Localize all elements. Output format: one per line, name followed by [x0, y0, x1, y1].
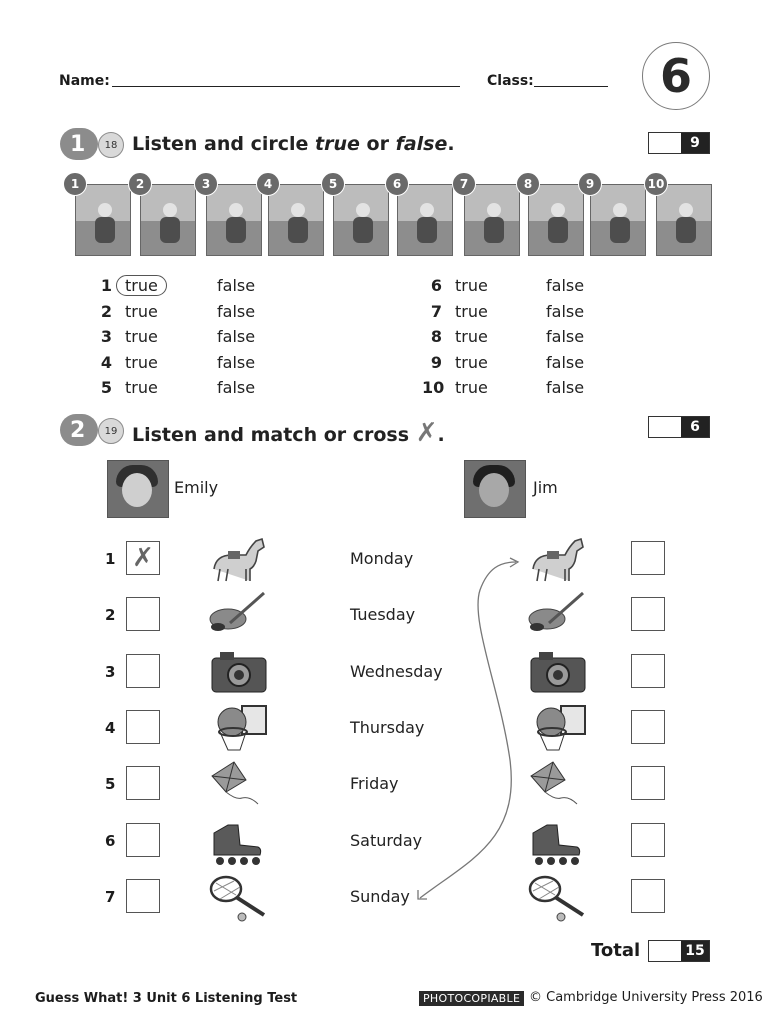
activity1-instruction: Listen and circle true or false. — [132, 133, 455, 155]
emily-photo — [107, 460, 169, 518]
false-option[interactable]: false — [217, 327, 256, 346]
false-option[interactable]: false — [217, 378, 256, 397]
true-option[interactable]: true — [125, 378, 158, 397]
activity2-score: 6 — [681, 417, 709, 437]
emily-answer-box[interactable] — [126, 823, 160, 857]
activity2-instruction: Listen and match or cross ✗. — [132, 418, 445, 448]
cross-icon: ✗ — [415, 418, 438, 448]
emily-answer-box[interactable] — [126, 879, 160, 913]
picture-4 — [268, 184, 324, 256]
true-option[interactable]: true — [125, 352, 158, 372]
activity2-score-box[interactable] — [648, 416, 710, 438]
false-option[interactable]: false — [546, 352, 585, 372]
true-option[interactable]: true — [116, 275, 167, 296]
activity2-track-icon: 19 — [98, 418, 124, 444]
picture-number: 4 — [256, 172, 280, 196]
picture-3 — [206, 184, 262, 256]
cross-icon: ✗ — [132, 543, 154, 573]
picture-number: 9 — [578, 172, 602, 196]
false-option[interactable]: false — [217, 276, 256, 295]
activity1-number: 1 — [60, 128, 98, 160]
jim-answer-box[interactable] — [631, 541, 665, 575]
activity2-number: 2 — [60, 414, 98, 446]
jim-answer-box[interactable] — [631, 879, 665, 913]
tf-item-number: 1 — [100, 276, 112, 295]
picture-number: 5 — [321, 172, 345, 196]
true-option[interactable]: true — [455, 352, 488, 372]
tennis-racket-icon — [206, 871, 270, 923]
day-label: Saturday — [350, 830, 423, 850]
picture-2 — [140, 184, 196, 256]
true-option[interactable]: true — [455, 327, 488, 346]
false-option[interactable]: false — [217, 301, 256, 321]
camera-icon — [206, 646, 270, 698]
picture-number: 8 — [516, 172, 540, 196]
tf-item-number: 6 — [430, 276, 442, 295]
picture-number: 1 — [63, 172, 87, 196]
picture-number: 10 — [644, 172, 668, 196]
row-number: 5 — [105, 775, 116, 794]
tf-item-number: 10 — [422, 378, 445, 397]
activity1-track-icon: 18 — [98, 132, 124, 158]
jim-name: Jim — [533, 478, 558, 497]
day-label: Thursday — [350, 717, 425, 737]
emily-answer-box[interactable] — [126, 541, 160, 575]
tennis-racket-icon — [525, 871, 589, 923]
activity1-score: 9 — [681, 133, 709, 153]
tf-item-number: 8 — [430, 327, 442, 346]
total-label: Total — [591, 940, 641, 961]
copyright: © Cambridge University Press 2016 — [529, 990, 763, 1005]
jim-answer-box[interactable] — [631, 654, 665, 688]
horse-icon — [525, 533, 589, 585]
day-label: Friday — [350, 774, 399, 794]
tf-item-number: 5 — [100, 378, 112, 397]
horse-icon — [206, 533, 270, 585]
row-number: 6 — [105, 831, 116, 850]
picture-8 — [528, 184, 584, 256]
emily-answer-box[interactable] — [126, 597, 160, 631]
name-line[interactable] — [112, 86, 460, 87]
picture-number: 2 — [128, 172, 152, 196]
tf-item-number: 4 — [100, 352, 112, 372]
row-number: 2 — [105, 606, 116, 625]
tf-item-number: 9 — [430, 352, 442, 372]
name-label: Name: — [59, 73, 110, 89]
emily-name: Emily — [174, 478, 219, 497]
row-number: 7 — [105, 887, 116, 906]
emily-answer-box[interactable] — [126, 710, 160, 744]
row-number: 3 — [105, 662, 116, 681]
tf-item-number: 3 — [100, 327, 112, 346]
total-score-box[interactable] — [648, 940, 710, 962]
tf-item-number: 7 — [430, 301, 442, 321]
picture-1 — [75, 184, 131, 256]
false-option[interactable]: false — [546, 378, 585, 397]
picture-5 — [333, 184, 389, 256]
tf-item-number: 2 — [100, 301, 112, 321]
hockey-stick-icon — [525, 589, 589, 641]
day-label: Wednesday — [350, 661, 443, 681]
picture-number: 3 — [194, 172, 218, 196]
camera-icon — [525, 646, 589, 698]
class-line[interactable] — [534, 86, 608, 87]
hockey-stick-icon — [206, 589, 270, 641]
row-number: 4 — [105, 718, 116, 737]
true-option[interactable]: true — [125, 301, 158, 321]
picture-number: 7 — [452, 172, 476, 196]
picture-number: 6 — [385, 172, 409, 196]
day-label: Sunday — [350, 886, 410, 906]
roller-skates-icon — [525, 815, 589, 867]
true-option[interactable]: true — [455, 378, 488, 397]
jim-photo — [464, 460, 526, 518]
jim-answer-box[interactable] — [631, 597, 665, 631]
true-option[interactable]: true — [455, 276, 488, 295]
activity1-score-box[interactable] — [648, 132, 710, 154]
true-option[interactable]: true — [455, 301, 488, 321]
true-option[interactable]: true — [125, 327, 158, 346]
unit-number-badge: 6 — [642, 42, 710, 110]
picture-7 — [464, 184, 520, 256]
kite-icon — [206, 758, 270, 810]
day-label: Tuesday — [350, 605, 416, 625]
day-label: Monday — [350, 549, 414, 568]
false-option[interactable]: false — [546, 276, 585, 295]
row-number: 1 — [105, 550, 116, 568]
roller-skates-icon — [206, 815, 270, 867]
footer-title: Guess What! 3 Unit 6 Listening Test — [35, 991, 298, 1006]
kite-icon — [525, 758, 589, 810]
jim-answer-box[interactable] — [631, 710, 665, 744]
emily-answer-box[interactable] — [126, 766, 160, 800]
jim-answer-box[interactable] — [631, 823, 665, 857]
false-option[interactable]: false — [217, 352, 256, 372]
class-label: Class: — [487, 73, 534, 89]
false-option[interactable]: false — [546, 327, 585, 346]
basketball-hoop-icon — [206, 702, 270, 754]
photocopiable-badge: PHOTOCOPIABLE — [419, 991, 524, 1006]
jim-answer-box[interactable] — [631, 766, 665, 800]
picture-9 — [590, 184, 646, 256]
basketball-hoop-icon — [525, 702, 589, 754]
emily-answer-box[interactable] — [126, 654, 160, 688]
false-option[interactable]: false — [546, 301, 585, 321]
picture-10 — [656, 184, 712, 256]
picture-6 — [397, 184, 453, 256]
total-score: 15 — [681, 941, 709, 961]
